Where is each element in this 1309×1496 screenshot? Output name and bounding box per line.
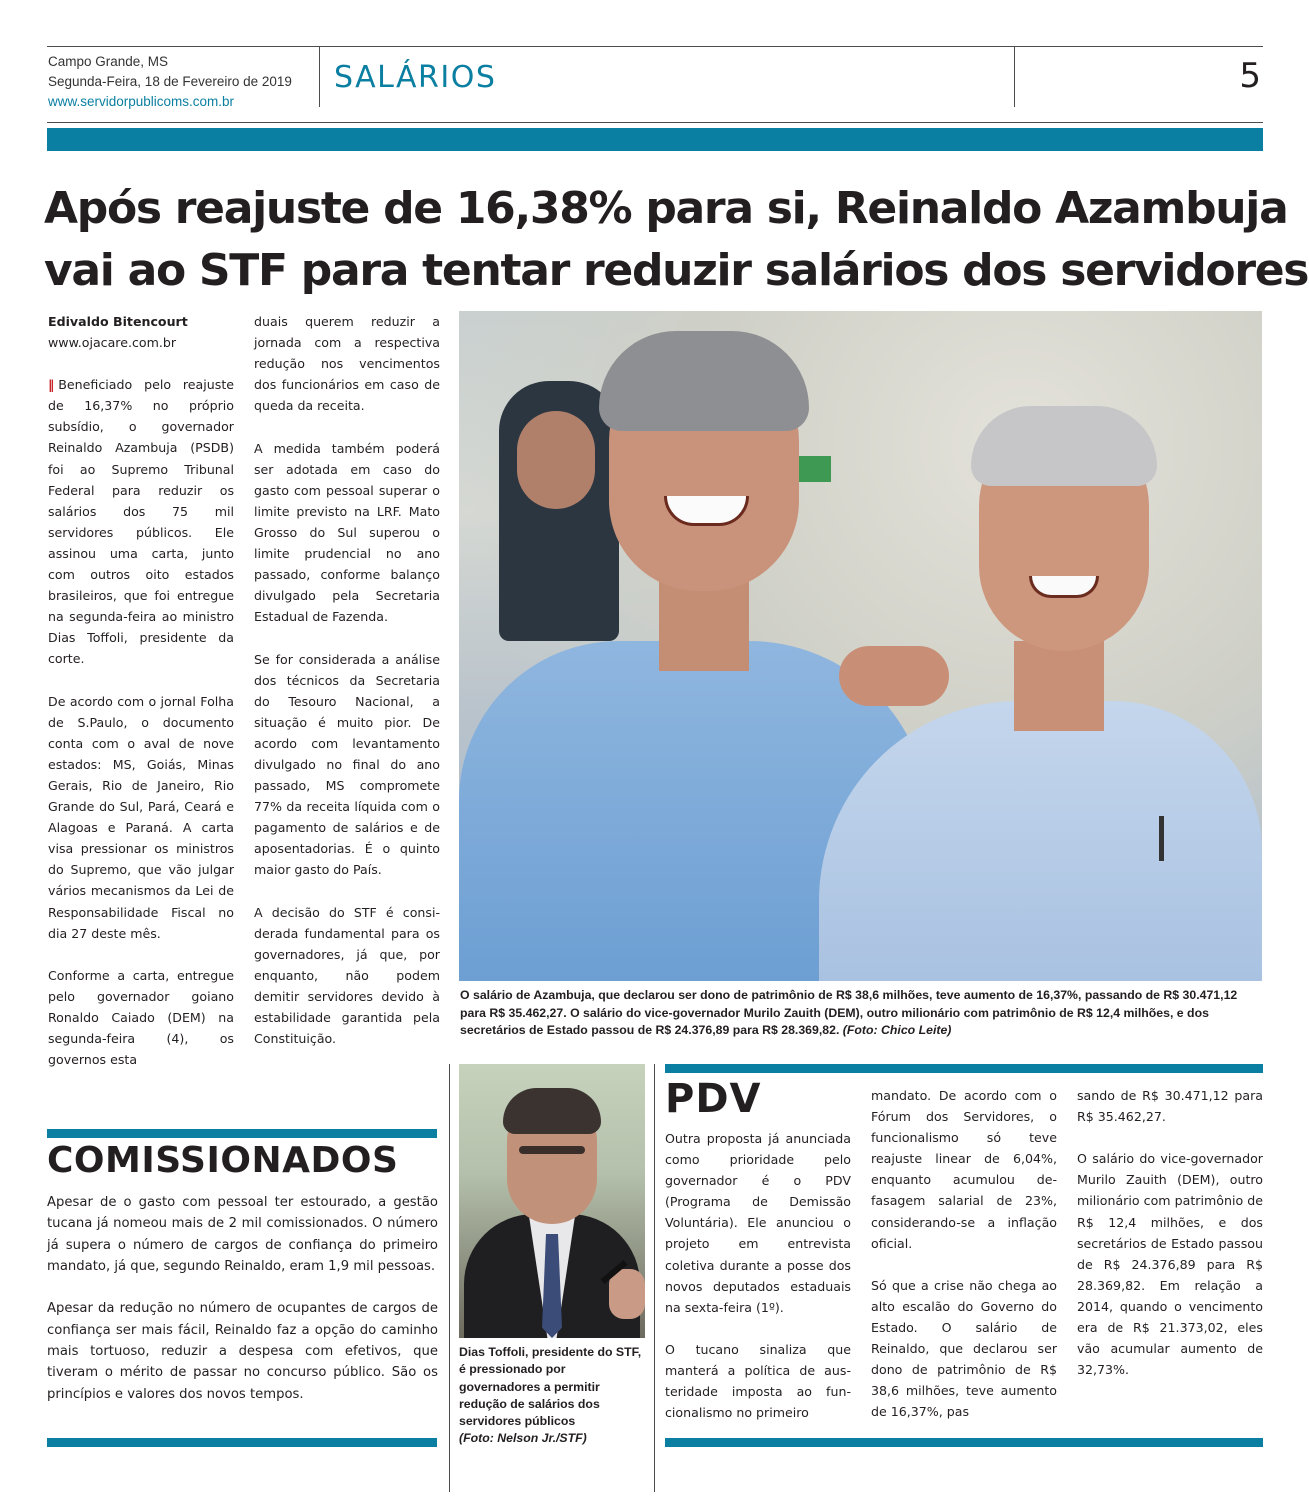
background-person-face [517, 411, 595, 509]
person-left-hair [599, 331, 809, 431]
hand-on-shoulder [839, 646, 949, 706]
pdv-column-1 [665, 1128, 851, 1423]
byline-url[interactable]: www.ojacare.com.br [48, 335, 177, 351]
header-top-rule [47, 46, 1263, 47]
photo-credit: (Foto: Chico Leite) [842, 1023, 952, 1037]
hand [609, 1269, 645, 1319]
comissionados-top-band [47, 1129, 437, 1138]
pdv-paragraph: Outra proposta já anunciada como prioridade pelo governador é o PDV (Programa de Demissão Voluntária). Ele anunciou o projeto em entrevista coletiva durante a posse dos novos deputados estaduais na sexta-feira (1º). [665, 1131, 851, 1315]
article-paragraph: A medida também poderá ser adotada em caso do gasto com pessoal superar o limite previsto na LRF. Mato Grosso do Sul superou o limite prudencial no ano passado, conforme balanço divulgado pela Secretaria Estadual de Fazenda. [254, 440, 440, 625]
person-right-neck [1014, 641, 1104, 731]
article-paragraph: A decisão do STF é considerada fundamental para os governadores, já que, por enquanto, não podem demitir servidores devido à estabilidade garantida pela Constituição. [254, 904, 440, 1047]
pdv-title: PDV [665, 1076, 762, 1122]
comissionados-body [47, 1192, 438, 1426]
header-divider [319, 47, 320, 107]
article-paragraph: ‖ Beneficiado pelo reajuste de 16,37% no próprio subsídio, o governador Reinaldo Azambuja (PSDB) foi ao Supremo Tribunal Federal para reduzir os salários dos 75 mil servidores públicos. Ele assinou uma carta, junto com outros oito estados brasileiros, que foi entregue na segunda-feira ao ministro Dias Toffoli, presidente da corte. [48, 377, 234, 667]
pdv-paragraph: Só que a crise não chega ao alto escalão do Governo do Estado. O salário de Reinaldo, que declarou ser dono de patrimônio de R$ 38,6 milhões, teve aumento de 16,37%, pas [871, 1277, 1057, 1420]
comissionados-paragraph: Apesar da redução no número de ocupantes de cargos de confiança ser mais fácil, Reinaldo faz a opção do caminho mais tortuoso, reduzir a despesa com efetivos, que tiveram o mérito de passar no concurso público. São os princípios e valores dos novos tempos. [47, 1301, 438, 1402]
hair [503, 1088, 601, 1134]
person-right-hair [971, 406, 1157, 486]
column-divider [654, 1064, 655, 1492]
article-paragraph: Conforme a carta, entregue pelo governador goiano Ronaldo Caiado (DEM) na segunda-feira (4), os governos esta [48, 967, 234, 1068]
main-photo [459, 311, 1262, 981]
pdv-column-2 [871, 1085, 1057, 1423]
page-number: 5 [1239, 56, 1261, 96]
pdv-paragraph: mandato. De acordo com o Fórum dos Servidores, o funcionalismo só teve reajuste linear de 6,04%, enquanto acumulou defasagem salarial de 23%, considerando-se a inflação oficial. [871, 1088, 1057, 1251]
pdv-paragraph: O salário do vice-governador Murilo Zauith (DEM), outro milionário com patrimônio de R$ 12,4 milhões, e dos secretários de Estado passou de R$ 24.376,89 para R$ 28.369,82. Em relação a 2014, quando o vencimento era de R$ 21.373,02, eles vão acumular aumento de 32,73%. [1077, 1151, 1263, 1378]
pdv-top-band [665, 1064, 1263, 1073]
headline-line-1: Após reajuste de 16,38% para si, Reinaldo Azambuja [44, 183, 1288, 234]
article-column-2 [254, 311, 440, 1049]
article-column-1 [48, 311, 234, 1070]
header-bottom-rule [47, 122, 1263, 123]
pdv-bottom-band [665, 1438, 1263, 1447]
column-divider [449, 1064, 450, 1492]
pdv-paragraph: sando de R$ 30.471,12 para R$ 35.462,27. [1077, 1088, 1263, 1125]
comissionados-title: COMISSIONADOS [47, 1140, 399, 1181]
pdv-paragraph: O tucano sinaliza que manterá a política de austeridade imposta ao funcionalismo no primeiro [665, 1341, 851, 1421]
article-paragraph: duais querem reduzir a jornada com a respectiva redução nos vencimentos dos funcionários em caso de queda da receita. [254, 314, 440, 414]
brow [519, 1146, 585, 1154]
article-paragraph: Se for considerada a análise dos técnicos da Secretaria do Tesouro Nacional, a situação é muito pior. De acordo com levantamento divulgado no final do ano passado, MS compromete 77% da receita líquida com o pagamento de salários e de aposentadorias. É o quinto maior gasto do País. [254, 651, 440, 878]
toffoli-photo [459, 1064, 645, 1338]
section-title: SALÁRIOS [334, 60, 497, 95]
pen-in-pocket [1159, 816, 1164, 861]
photo-credit: (Foto: Nelson Jr./STF) [459, 1431, 587, 1446]
header-city: Campo Grande, MS [48, 54, 169, 69]
header-divider [1014, 47, 1015, 107]
accent-band [47, 128, 1263, 151]
lead-marker-icon: ‖ [48, 377, 55, 393]
article-paragraph: De acordo com o jornal Folha de S.Paulo, o documento conta com o aval de nove estados: MS, Goiás, Minas Gerais, Rio de Janeiro, Rio Grande do Sul, Pará, Ceará e Alagoas e Paraná. A carta visa pressionar os ministros do Supremo, que vão julgar vários mecanismos da Lei de Responsabilidade Fiscal no dia 27 deste mês. [48, 693, 234, 941]
headline-line-2: vai ao STF para tentar reduzir salários dos servidores [44, 245, 1309, 296]
byline-author: Edivaldo Bitencourt [48, 314, 188, 329]
toffoli-caption: Dias Toffoli, presidente do STF, é pressionado por governadores a permitir redução de salários dos servidores públicos (Foto: Nelson Jr./STF) [459, 1345, 642, 1446]
pdv-column-3 [1077, 1085, 1263, 1380]
comissionados-paragraph: Apesar de o gasto com pessoal ter estourado, a gestão tucana já nomeou mais de 2 mil comissionados. O número já supera o número de cargos de confiança do primeiro mandato, já que, segundo Reinaldo, eram 1,9 mil pessoas. [47, 1195, 438, 1274]
main-photo-caption: O salário de Azambuja, que declarou ser dono de patrimônio de R$ 38,6 milhões, teve aumento de 16,37%, passando de R$ 30.471,12 para R$ 35.462,27. O salário do vice-governador Murilo Zauith (DEM), outro milionário com patrimônio de R$ 12,4 milhões, e dos secretários de Estado passou de R$ 24.376,89 para R$ 28.369,82. (Foto: Chico Leite) [460, 988, 1238, 1037]
article-headline [44, 178, 1309, 302]
person-right-smile [1029, 576, 1099, 598]
header-website-link[interactable]: www.servidorpublicoms.com.br [48, 94, 235, 109]
header-date: Segunda-Feira, 18 de Fevereiro de 2019 [48, 74, 292, 89]
comissionados-bottom-band [47, 1438, 437, 1447]
